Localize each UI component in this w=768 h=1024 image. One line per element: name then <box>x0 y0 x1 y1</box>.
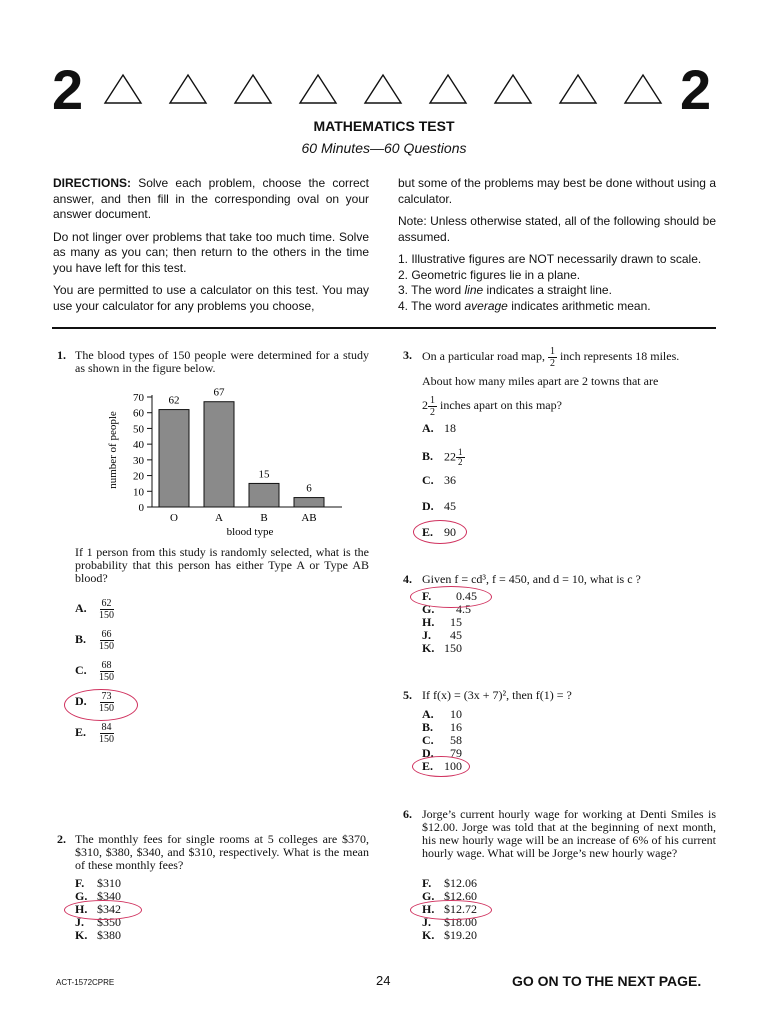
x-tick-label: A <box>215 512 223 524</box>
question-number: 1. <box>57 348 66 362</box>
assumption-item: 4. The word average indicates arithmetic mean. <box>398 298 651 313</box>
directions-note: Note: Unless otherwise stated, all of the following should be assumed. <box>398 214 716 244</box>
y-tick-label: 20 <box>133 470 144 483</box>
triangle-icon <box>365 75 401 103</box>
section-divider <box>52 327 716 329</box>
answer-option-g[interactable]: G. $12.60 <box>422 889 477 903</box>
selected-answer-circle <box>64 900 142 920</box>
form-code: ACT-1572CPRE <box>56 978 115 987</box>
assumptions-list <box>398 252 716 314</box>
answer-option-h[interactable]: H. $342 <box>75 902 121 916</box>
selected-answer-circle <box>410 586 492 608</box>
y-tick-label: 50 <box>133 423 144 436</box>
page-subtitle: 60 Minutes—60 Questions <box>301 140 467 156</box>
question-text: The blood types of 150 people were determined for a study as shown in the figure below. <box>75 348 369 375</box>
answer-option-b[interactable]: B. 22 $\frac{1}{2}$ <box>422 447 463 467</box>
answer-option-h[interactable]: H. $12.72 <box>422 902 477 916</box>
assumption-item: 3. The word line indicates a straight line. <box>398 283 612 297</box>
question-text: On a particular road map, $\frac{1}{2}$ inch represents 18 miles. About how many miles apart are 2 towns that are 2 $\frac{1}{2}$ inches apart on this map? <box>422 345 680 418</box>
answer-option-c[interactable]: C. 36 <box>422 473 456 487</box>
directions-right-column <box>398 176 716 314</box>
answer-option-e[interactable]: E. 100 <box>422 759 462 773</box>
question-number: 2. <box>57 832 66 846</box>
answer-option-a[interactable]: A. 18 <box>422 421 456 435</box>
y-axis-label: number of people <box>107 411 119 489</box>
section-number-right: 2 <box>680 58 712 121</box>
answer-option-k[interactable]: K. $19.20 <box>422 928 477 942</box>
y-tick-label: 0 <box>138 502 144 514</box>
triangle-icon <box>300 75 336 103</box>
triangle-icon <box>430 75 466 103</box>
answer-option-h[interactable]: H. 15 <box>422 615 462 629</box>
x-tick-label: O <box>170 512 178 524</box>
question-followup: If 1 person from this study is randomly selected, what is the probability that this person has either Type A or Type AB blood? <box>75 545 369 585</box>
answer-option-j[interactable]: J. $350 <box>75 915 121 929</box>
answer-option-f[interactable]: F. $12.06 <box>422 876 477 890</box>
directions-paragraph-2: Do not linger over problems that take too much time. Solve as many as you can; then return to the others in the time you have left for this test. <box>53 229 369 275</box>
answer-option-k[interactable]: K. 150 <box>422 641 462 655</box>
directions-left-column <box>53 176 369 321</box>
triangle-icon <box>560 75 596 103</box>
page-number: 24 <box>376 973 391 988</box>
triangle-row-decoration <box>100 70 670 110</box>
page-title: MATHEMATICS TEST <box>313 118 455 134</box>
answer-option-d[interactable]: D. 45 <box>422 499 456 513</box>
triangle-icon <box>625 75 661 103</box>
answer-option-b[interactable]: B. $\frac{66}{150}$ <box>75 629 114 652</box>
data-label: 67 <box>213 386 225 399</box>
answer-option-e[interactable]: E. 90 <box>422 525 456 539</box>
question-number: 4. <box>403 572 412 586</box>
question-text: Jorge’s current hourly wage for working at Denti Smiles is $12.00. Jorge was told that at the beginning of next month, his new hourly wage will be an increase of 6% of his current hourly wage. What will be Jorge’s new hourly wage? <box>422 807 716 860</box>
directions-paragraph-4: but some of the problems may best be done without using a calculator. <box>398 176 716 206</box>
bar-b <box>249 483 279 507</box>
answer-option-c[interactable]: C. $\frac{68}{150}$ <box>75 660 114 683</box>
question-text: If f(x) = (3x + 7)², then f(1) = ? <box>422 688 572 702</box>
y-tick-label: 60 <box>133 407 144 420</box>
directions-paragraph-3: You are permitted to use a calculator on this test. You may use your calculator for any problems you choose, <box>53 283 369 313</box>
answer-option-d[interactable]: D. 79 <box>422 746 462 760</box>
answer-option-d[interactable]: D. $\frac{73}{150}$ <box>75 691 114 714</box>
answer-option-g[interactable]: G. 4.5 <box>422 602 471 616</box>
y-tick-label: 30 <box>133 454 144 467</box>
question-text: The monthly fees for single rooms at 5 colleges are $370, $310, $380, $340, and $310, respectively. What is the mean of these monthly fees? <box>75 832 369 872</box>
triangle-icon <box>495 75 531 103</box>
y-tick-label: 70 <box>133 392 144 404</box>
answer-option-f[interactable]: F. $310 <box>75 876 121 890</box>
selected-answer-circle <box>64 689 138 721</box>
answer-option-c[interactable]: C. 58 <box>422 733 462 747</box>
question-number: 6. <box>403 807 412 821</box>
answer-option-f[interactable]: F. 0.45 <box>422 589 477 603</box>
answer-option-k[interactable]: K. $380 <box>75 928 121 942</box>
triangle-icon <box>105 75 141 103</box>
answer-option-j[interactable]: J. 45 <box>422 628 462 642</box>
question-number: 3. <box>403 348 412 362</box>
x-tick-label: B <box>260 512 268 524</box>
directions-paragraph-1: DIRECTIONS: Solve each problem, choose the correct answer, and then fill in the corresponding oval on your answer document. <box>53 176 369 221</box>
answer-option-j[interactable]: J. $18.00 <box>422 915 477 929</box>
question-number: 5. <box>403 688 412 702</box>
y-tick-label: 40 <box>133 439 144 452</box>
data-label: 15 <box>258 468 270 481</box>
data-label: 6 <box>306 482 312 495</box>
bar-ab <box>294 498 324 507</box>
section-number-left: 2 <box>52 58 84 121</box>
question-text: Given f = cd³, f = 450, and d = 10, what is c ? <box>422 572 641 586</box>
selected-answer-circle <box>413 520 467 544</box>
answer-option-e[interactable]: E. $\frac{84}{150}$ <box>75 722 114 745</box>
selected-answer-circle <box>412 756 470 777</box>
selected-answer-circle <box>410 900 492 920</box>
next-page-instruction: GO ON TO THE NEXT PAGE. <box>512 973 702 989</box>
y-tick-label: 10 <box>133 486 144 499</box>
assumption-item: 2. Geometric figures lie in a plane. <box>398 267 581 282</box>
answer-option-a[interactable]: A. $\frac{62}{150}$ <box>75 598 114 621</box>
data-label: 62 <box>168 394 180 407</box>
triangle-icon <box>235 75 271 103</box>
answer-option-g[interactable]: G. $340 <box>75 889 121 903</box>
triangle-icon <box>170 75 206 103</box>
directions-label: DIRECTIONS: <box>53 176 131 190</box>
bar-a <box>204 402 234 507</box>
x-tick-label: AB <box>301 512 317 524</box>
blood-type-bar-chart <box>100 380 360 540</box>
bar-o <box>159 410 189 507</box>
answer-option-a[interactable]: A. 10 <box>422 707 462 721</box>
x-axis-label: blood type <box>226 526 274 538</box>
assumption-item: 1. Illustrative figures are NOT necessarily drawn to scale. <box>398 252 702 266</box>
answer-option-b[interactable]: B. 16 <box>422 720 462 734</box>
